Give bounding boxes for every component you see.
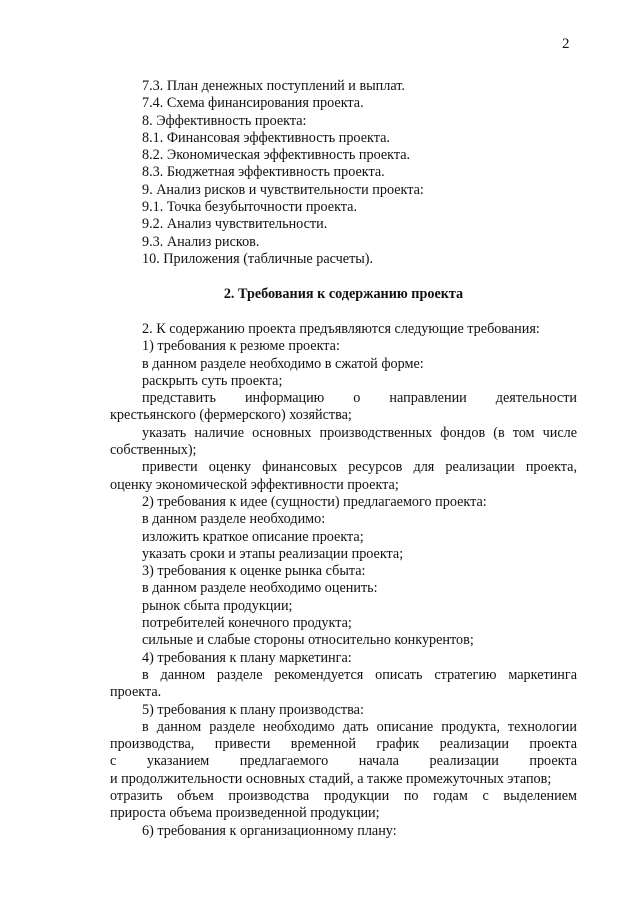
toc-item: 9.3. Анализ рисков.: [142, 233, 260, 250]
toc-item: 8.2. Экономическая эффективность проекта.: [142, 147, 411, 164]
text-line: раскрыть суть проекта;: [142, 372, 283, 389]
text-line: крестьянского (фермерского) хозяйства;: [110, 407, 352, 424]
text-line: рынок сбыта продукции;: [142, 597, 293, 614]
text-line: потребителей конечного продукта;: [142, 615, 352, 632]
text-line: представить информацию о направлении деятельности: [142, 390, 577, 407]
text-line: собственных);: [110, 442, 197, 459]
text-line: 5) требования к плану производства:: [142, 701, 364, 718]
section-title: 2. Требования к содержанию проекта: [223, 286, 464, 302]
text-line: 2) требования к идее (сущности) предлагаемого проекта:: [142, 493, 487, 510]
text-line: и продолжительности основных стадий, а также промежуточных этапов;: [110, 770, 552, 787]
toc-item: 9.2. Анализ чувствительности.: [142, 216, 328, 233]
table-of-contents: [142, 78, 542, 268]
text-line: в данном разделе рекомендуется описать стратегию маркетинга: [142, 666, 577, 683]
page-number: 2: [562, 36, 570, 52]
text-line: 4) требования к плану маркетинга:: [142, 649, 352, 666]
toc-item: 9.1. Точка безубыточности проекта.: [142, 199, 357, 216]
toc-item: 7.3. План денежных поступлений и выплат.: [142, 78, 405, 94]
text-line: оценку экономической эффективности проекта;: [110, 476, 399, 493]
toc-item: 8.3. Бюджетная эффективность проекта.: [142, 164, 385, 181]
text-line: в данном разделе необходимо оценить:: [142, 580, 378, 597]
text-line: привести оценку финансовых ресурсов для реализации проекта,: [142, 459, 577, 476]
text-line: производства, привести временной график реализации проекта: [110, 736, 577, 753]
text-line: изложить краткое описание проекта;: [142, 528, 364, 545]
text-line: 3) требования к оценке рынка сбыта:: [142, 563, 366, 580]
text-line: указать сроки и этапы реализации проекта;: [142, 545, 404, 562]
text-line: сильные и слабые стороны относительно конкурентов;: [142, 632, 474, 649]
toc-item: 10. Приложения (табличные расчеты).: [142, 250, 374, 267]
toc-item: 7.4. Схема финансирования проекта.: [142, 95, 364, 112]
text-line: в данном разделе необходимо дать описание продукта, технологии: [142, 718, 577, 735]
text-line: в данном разделе необходимо в сжатой форме:: [142, 355, 424, 372]
body-text: [110, 321, 577, 840]
text-line: 6) требования к организационному плану:: [142, 822, 397, 839]
text-line: 2. К содержанию проекта предъявляются следующие требования:: [142, 321, 540, 337]
toc-item: 8. Эффективность проекта:: [142, 112, 307, 129]
text-line: прироста объема произведенной продукции;: [110, 805, 380, 822]
text-line: 1) требования к резюме проекта:: [142, 338, 340, 355]
text-line: отразить объем производства продукции по годам с выделением: [110, 788, 577, 805]
text-line: указать наличие основных производственных фондов (в том числе: [142, 424, 577, 441]
toc-item: 8.1. Финансовая эффективность проекта.: [142, 129, 390, 146]
toc-item: 9. Анализ рисков и чувствительности проекта:: [142, 181, 424, 198]
text-line: проекта.: [110, 684, 162, 701]
text-line: с указанием предлагаемого начала реализации проекта: [110, 753, 577, 770]
text-line: в данном разделе необходимо:: [142, 511, 326, 528]
